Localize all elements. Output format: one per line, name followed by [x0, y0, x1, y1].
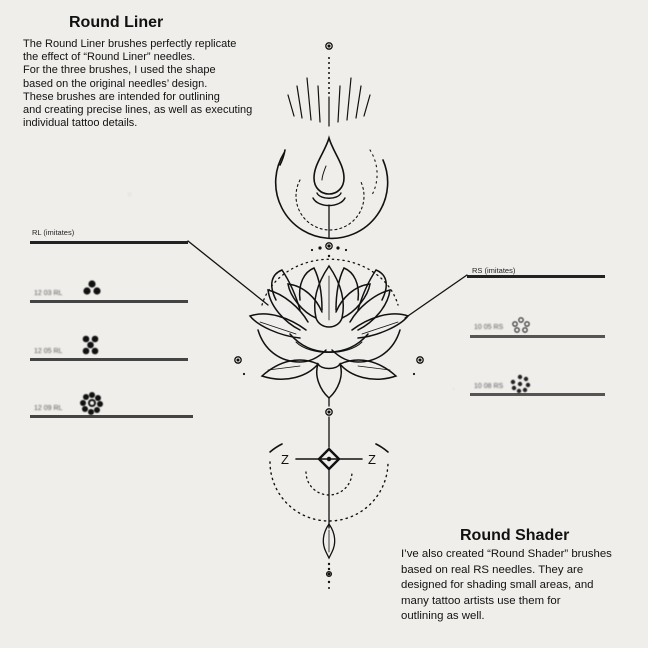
brush-label-10-05: 10 05 RS	[474, 324, 504, 331]
lotus-flower	[250, 266, 408, 398]
z-glyph-right: Z	[368, 452, 376, 467]
pointer-line-right	[405, 275, 467, 318]
round-liner-line: the effect of “Round Liner” needles.	[23, 51, 196, 64]
round-liner-line: For the three brushes, I used the shape	[23, 64, 216, 77]
droplet-shape	[314, 138, 344, 194]
round-shader-line: designed for shading small areas, and	[401, 579, 594, 591]
bottom-dotted-line	[328, 563, 330, 570]
round-shader-line: many tattoo artists use them for	[401, 594, 561, 607]
z-glyph-left: Z	[281, 452, 289, 467]
sun-rays	[288, 78, 370, 126]
round-shader-heading: Round Shader	[460, 527, 570, 544]
round-shader-line: outlining as well.	[401, 610, 485, 622]
brush-label-12-05: 12 05 RL	[34, 348, 63, 355]
top-dotted-line	[328, 57, 330, 94]
round-liner-line: The Round Liner brushes perfectly replicate	[23, 38, 237, 50]
outer-halo-arc	[276, 153, 388, 238]
brush-label-10-08: 10 08 RS	[474, 383, 504, 390]
rs-imitates-label: RS (imitates)	[472, 266, 516, 275]
brush-label-12-09: 12 09 RL	[34, 405, 63, 412]
round-liner-line: individual tattoo details.	[23, 117, 138, 130]
lotus-dotted-arc	[262, 259, 398, 305]
rl-imitates-label: RL (imitates)	[32, 228, 75, 237]
round-liner-line: These brushes are intended for outlining	[23, 90, 220, 103]
brush-label-12-03: 12 03 RL	[34, 290, 63, 297]
round-liner-line: and creating precise lines, as well as executing	[23, 104, 253, 117]
round-shader-line: I’ve also created “Round Shader” brushes	[401, 548, 612, 560]
pointer-line-left	[188, 241, 268, 305]
round-liner-line: based on the original needles’ design.	[23, 77, 208, 90]
round-shader-line: based on real RS needles. They are	[401, 563, 584, 576]
round-liner-heading: Round Liner	[69, 14, 164, 31]
